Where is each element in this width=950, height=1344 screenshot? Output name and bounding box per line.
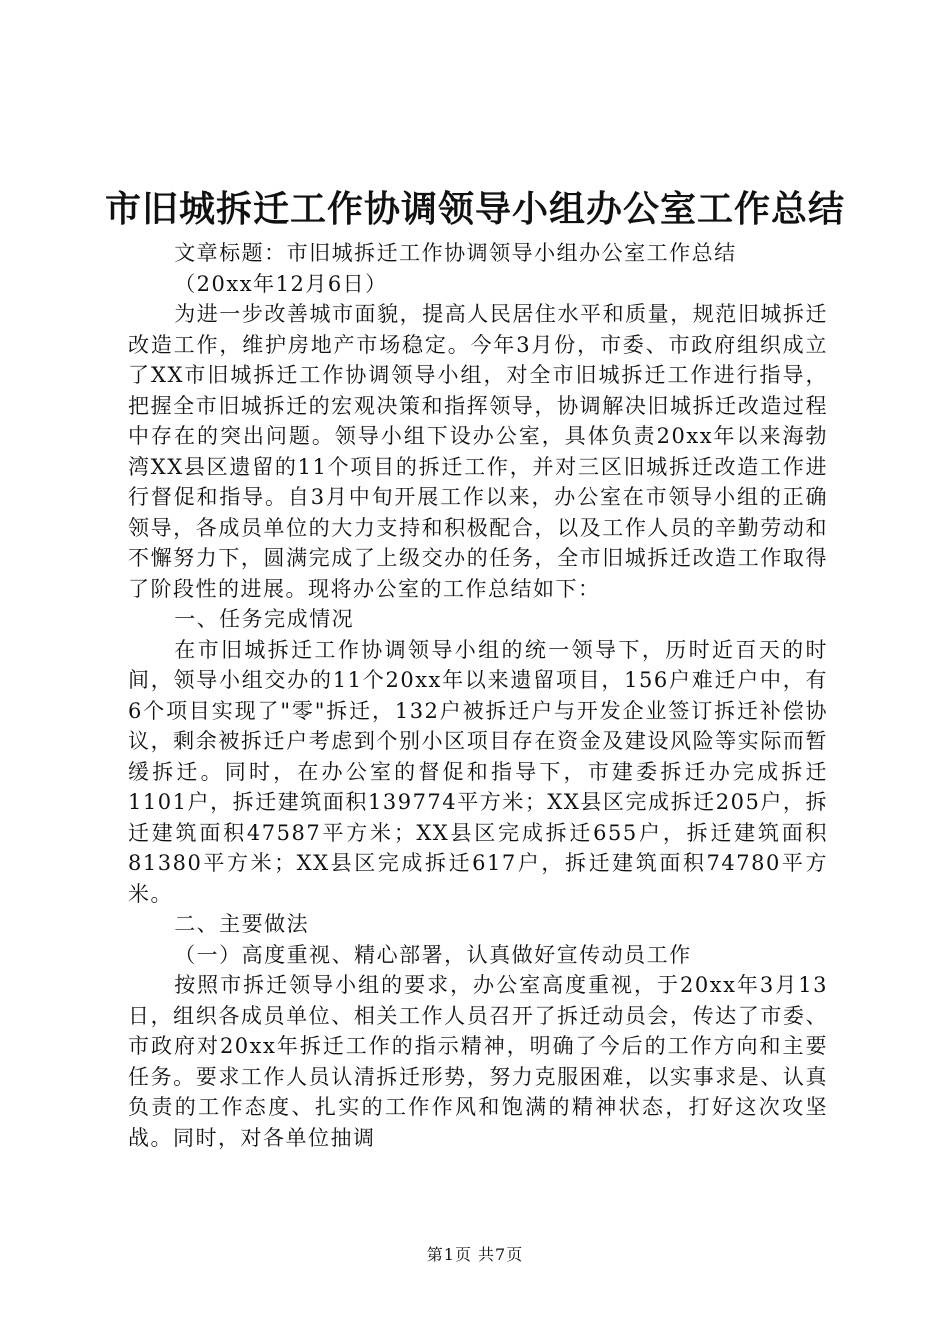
page-number-footer: 第1页 共7页: [426, 1245, 524, 1264]
section-1-heading: 一、任务完成情况: [174, 607, 355, 631]
article-title-line: 文章标题：市旧城拆迁工作协调领导小组办公室工作总结: [174, 241, 737, 265]
section-2-heading: 二、主要做法: [174, 912, 310, 936]
article-date-line: （20xx年12月6日）: [174, 271, 388, 296]
document-title: 市旧城拆迁工作协调领导小组办公室工作总结: [104, 189, 845, 230]
document-body: [128, 238, 828, 1153]
section-2-paragraph: 按照市拆迁领导小组的要求，办公室高度重视，于20xx年3月13日，组织各成员单位、相关工作人员召开了拆迁动员会，传达了市委、市政府对20xx年拆迁工作的指示精神，明确了今后的工作方向和主要任务。要求工作人员认清拆迁形势，努力克服困难，以实事求是、认真负责的工作态度、扎实的工作作风和饱满的精神状态，打好这次攻坚战。同时，对各单位抽调: [128, 973, 828, 1150]
intro-paragraph: 为进一步改善城市面貌，提高人民居住水平和质量，规范旧城拆迁改造工作，维护房地产市场稳定。今年3月份，市委、市政府组织成立了XX市旧城拆迁工作协调领导小组，对全市旧城拆迁工作进行指导，把握全市旧城拆迁的宏观决策和指挥领导，协调解决旧城拆迁改造过程中存在的突出问题。领导小组下设办公室，具体负责20xx年以来海勃湾XX县区遗留的11个项目的拆迁工作，并对三区旧城拆迁改造工作进行督促和指导。自3月中旬开展工作以来，办公室在市领导小组的正确领导，各成员单位的大力支持和积极配合，以及工作人员的辛勤劳动和不懈努力下，圆满完成了上级交办的任务，全市旧城拆迁改造工作取得了阶段性的进展。现将办公室的工作总结如下：: [128, 302, 828, 601]
section-2-subheading-1: （一）高度重视、精心部署，认真做好宣传动员工作: [174, 942, 692, 967]
section-1-paragraph: 在市旧城拆迁工作协调领导小组的统一领导下，历时近百天的时间，领导小组交办的11个20xx年以来遗留项目，156户难迁户中，有6个项目实现了"零"拆迁，132户被拆迁户与开发企业签订拆迁补偿协议，剩余被拆迁户考虑到个别小区项目存在资金及建设风险等实际而暂缓拆迁。同时，在办公室的督促和指导下，市建委拆迁办完成拆迁1101户，拆迁建筑面积139774平方米；XX县区完成拆迁205户，拆迁建筑面积47587平方米；XX县区完成拆迁655户，拆迁建筑面积81380平方米；XX县区完成拆迁617户，拆迁建筑面积74780平方米。: [128, 637, 828, 906]
